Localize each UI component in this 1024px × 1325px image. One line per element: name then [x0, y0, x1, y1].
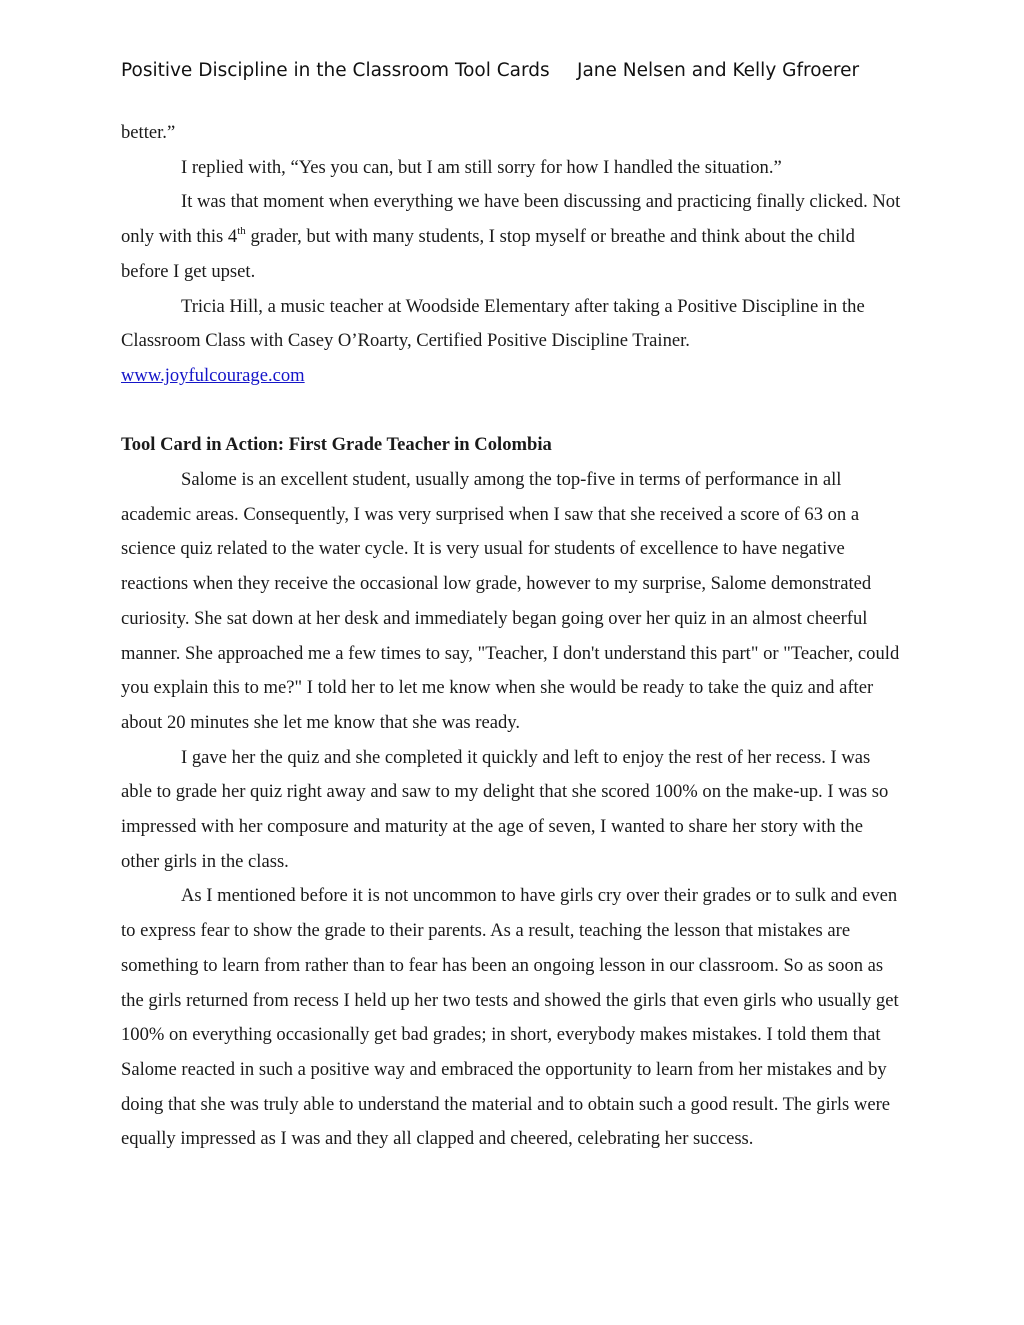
paragraph-quiz: I gave her the quiz and she completed it quickly and left to enjoy the rest of her recess. I was able to grade her quiz right away and saw to my delight that she scored 100% on the make-up. I was so impressed with her composure and maturity at the age of seven, I wanted to share her story with the other girls in the class. — [121, 746, 889, 872]
document-body — [121, 116, 905, 1157]
link-line — [121, 359, 905, 394]
paragraph-moment — [121, 185, 905, 289]
section-spacer — [121, 394, 905, 429]
header-authors: Jane Nelsen and Kelly Gfroerer — [577, 60, 860, 81]
paragraph-attribution: Tricia Hill, a music teacher at Woodside Elementary after taking a Positive Discipline in the Classroom Class with Casey O’Roarty, Certified Positive Discipline Trainer. — [121, 295, 865, 352]
paragraph-moment-text-a: It was that moment when everything we have been discussing and practicing finally clicked. Not only with this 4 — [121, 191, 901, 248]
header-book-title: Positive Discipline in the Classroom Tool Cards — [121, 60, 550, 81]
paragraph-continuation: better.” — [121, 122, 176, 143]
ordinal-superscript: th — [237, 225, 246, 238]
running-header — [121, 60, 881, 90]
paragraph-salome: Salome is an excellent student, usually among the top-five in terms of performance in all academic areas. Consequently, I was very surprised when I saw that she received a score of 63 on a science quiz related to the water cycle. It is very usual for students of excellence to have negative reactions when they receive the occasional low grade, however to my surprise, Salome demonstrated curiosity. She sat down at her desk and immediately began going over her quiz in an almost cheerful manner. She approached me a few times to say, "Teacher, I don't understand this part" or "Teacher, could you explain this to me?" I told her to let me know when she would be ready to take the quiz and after about 20 minutes she let me know that she was ready. — [121, 469, 900, 733]
section-heading: Tool Card in Action: First Grade Teacher in Colombia — [121, 434, 552, 456]
paragraph-mistakes: As I mentioned before it is not uncommon to have girls cry over their grades or to sulk and even to express fear to show the grade to their parents. As a result, teaching the lesson that mistakes are something to learn from rather than to fear has been an ongoing lesson in our classroom. So as soon as the girls returned from recess I held up her two tests and showed the girls that even girls who usually get 100% on everything occasionally get bad grades; in short, everybody makes mistakes. I told them that Salome reacted in such a positive way and embraced the opportunity to learn from her mistakes and by doing that she was truly able to understand the material and to obtain such a good result. The girls were equally impressed as I was and they all clapped and cheered, celebrating her success. — [121, 885, 899, 1150]
paragraph-reply: I replied with, “Yes you can, but I am still sorry for how I handled the situation.” — [181, 156, 782, 178]
paragraph-moment-text-b: grader, but with many students, I stop myself or breathe and think about the child before I get upset. — [121, 226, 855, 282]
joyfulcourage-link[interactable]: www.joyfulcourage.com — [121, 364, 305, 386]
